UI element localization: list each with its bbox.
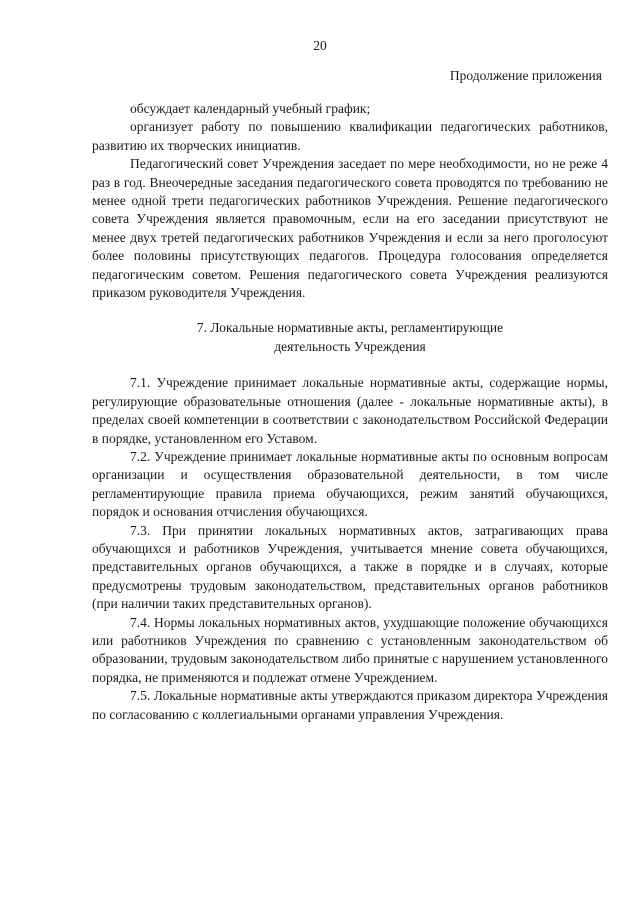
section-heading-line-2: деятельность Учреждения: [274, 338, 426, 354]
clause-7-1: 7.1. Учреждение принимает локальные нормативные акты, содержащие нормы, регулирующие образовательные отношения (далее - локальные нормативные акты), в пределах своей компетенции в соответствии с законодательством Российской Федерации в порядке, установленном его Уставом.: [92, 375, 608, 446]
clause-7-4: 7.4. Нормы локальных нормативных актов, ухудшающие положение обучающихся или работников Учреждения по сравнению с установленным законодательством об образовании, трудовым законодательством либо принятые с нарушением установленного порядка, не применяются и подлежат отмене Учреждением.: [92, 614, 608, 685]
clause-7-5: 7.5. Локальные нормативные акты утверждаются приказом директора Учреждения по согласованию с коллегиальными органами управления Учреждения.: [92, 688, 608, 722]
appendix-continuation-note: Продолжение приложения: [449, 68, 602, 83]
clause-7-3: 7.3. При принятии локальных нормативных актов, затрагивающих права обучающихся и работников Учреждения, учитывается мнение совета обучающихся, представительных органов обучающихся, а также в порядке и в случаях, которые предусмотрены трудовым законодательством, представительных органов работников (при наличии таких представительных органов).: [92, 522, 608, 612]
section-heading-line-1: 7. Локальные нормативные акты, регламентирующие: [196, 320, 504, 336]
page-number: 20: [313, 38, 327, 53]
paragraph-calendar: обсуждает календарный учебный график;: [130, 101, 371, 116]
document-body: [92, 100, 608, 724]
clause-7-2: 7.2. Учреждение принимает локальные нормативные акты по основным вопросам организации и осуществления образовательной деятельности, в том числе регламентирующие правила приема обучающихся, режим занятий обучающихся, порядок и основания отчисления обучающихся.: [92, 448, 608, 520]
paragraph-qualification: организует работу по повышению квалификации педагогических работников, развитию их творческих инициатив.: [92, 119, 608, 153]
paragraph-pedagogical-council: Педагогический совет Учреждения заседает по мере необходимости, но не реже 4 раз в год. Внеочередные заседания педагогического совета проводятся по требованию не менее одной трети педагогических работников Учреждения. Решение педагогического совета Учреждения является правомочным, если на его заседании присутствуют не менее двух третей педагогических работников Учреждения и если за него проголосуют более половины присутствующих педагогов. Процедура голосования определяется педагогическим советом. Решения педагогического совета Учреждения реализуются приказом руководителя Учреждения.: [92, 156, 608, 301]
section-heading: [92, 319, 608, 356]
